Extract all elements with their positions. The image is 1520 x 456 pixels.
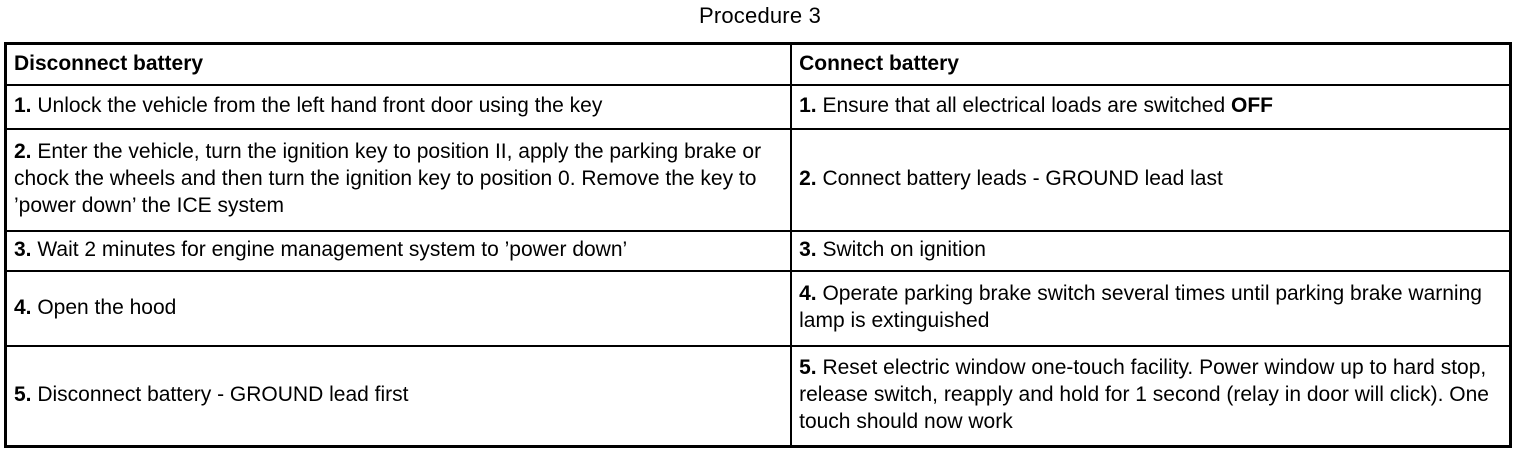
table-row xyxy=(6,271,1511,346)
step-cell-disconnect-1 xyxy=(6,85,792,129)
step-text: Unlock the vehicle from the left hand front door using the key xyxy=(31,94,603,118)
step-cell-connect-2 xyxy=(791,129,1510,231)
step-bold-text: 4. xyxy=(799,282,817,306)
step-bold-text: 2. xyxy=(14,140,32,164)
step-cell-disconnect-5 xyxy=(6,346,792,447)
step-cell-connect-3 xyxy=(791,231,1510,271)
step-cell-connect-1 xyxy=(791,85,1510,129)
table-row xyxy=(6,129,1511,231)
table-row xyxy=(6,231,1511,271)
step-cell-disconnect-4 xyxy=(6,271,792,346)
step-text: Connect battery leads - GROUND lead last xyxy=(816,167,1223,191)
step-bold-text: 1. xyxy=(799,94,817,118)
step-bold-text: 5. xyxy=(799,356,817,380)
step-text: Ensure that all electrical loads are switched xyxy=(816,94,1231,118)
step-text: Wait 2 minutes for engine management system to ’power down’ xyxy=(31,238,628,262)
column-header-disconnect-battery: Disconnect battery xyxy=(6,44,792,85)
step-text: Reset electric window one-touch facility. Power window up to hard stop, release switch, reapply and hold for 1 second (relay in door will click). One touch should now work xyxy=(799,356,1489,434)
table-row xyxy=(6,85,1511,129)
step-cell-connect-5 xyxy=(791,346,1510,447)
step-text: Switch on ignition xyxy=(816,238,986,262)
step-cell-connect-4 xyxy=(791,271,1510,346)
step-text: Open the hood xyxy=(31,295,177,319)
step-bold-text: 2. xyxy=(799,167,817,191)
step-cell-disconnect-3 xyxy=(6,231,792,271)
step-bold-text: 1. xyxy=(14,94,32,118)
table-header-row xyxy=(6,44,1511,85)
step-text: Operate parking brake switch several times until parking brake warning lamp is extinguished xyxy=(799,282,1482,332)
step-bold-text: 4. xyxy=(14,295,32,319)
step-cell-disconnect-2 xyxy=(6,129,792,231)
step-bold-text: 3. xyxy=(799,238,817,262)
step-bold-text: 3. xyxy=(14,238,32,262)
step-text: Enter the vehicle, turn the ignition key to position II, apply the parking brake or chock the wheels and then turn the ignition key to position 0. Remove the key to ’power down’ the ICE system xyxy=(14,140,762,217)
step-text: Disconnect battery - GROUND lead first xyxy=(31,383,409,407)
table-row xyxy=(6,346,1511,447)
step-bold-text: 5. xyxy=(14,383,32,407)
step-bold-text: OFF xyxy=(1231,94,1273,118)
procedure-table xyxy=(4,42,1512,448)
page-title: Procedure 3 xyxy=(698,3,822,28)
column-header-connect-battery: Connect battery xyxy=(791,44,1510,85)
